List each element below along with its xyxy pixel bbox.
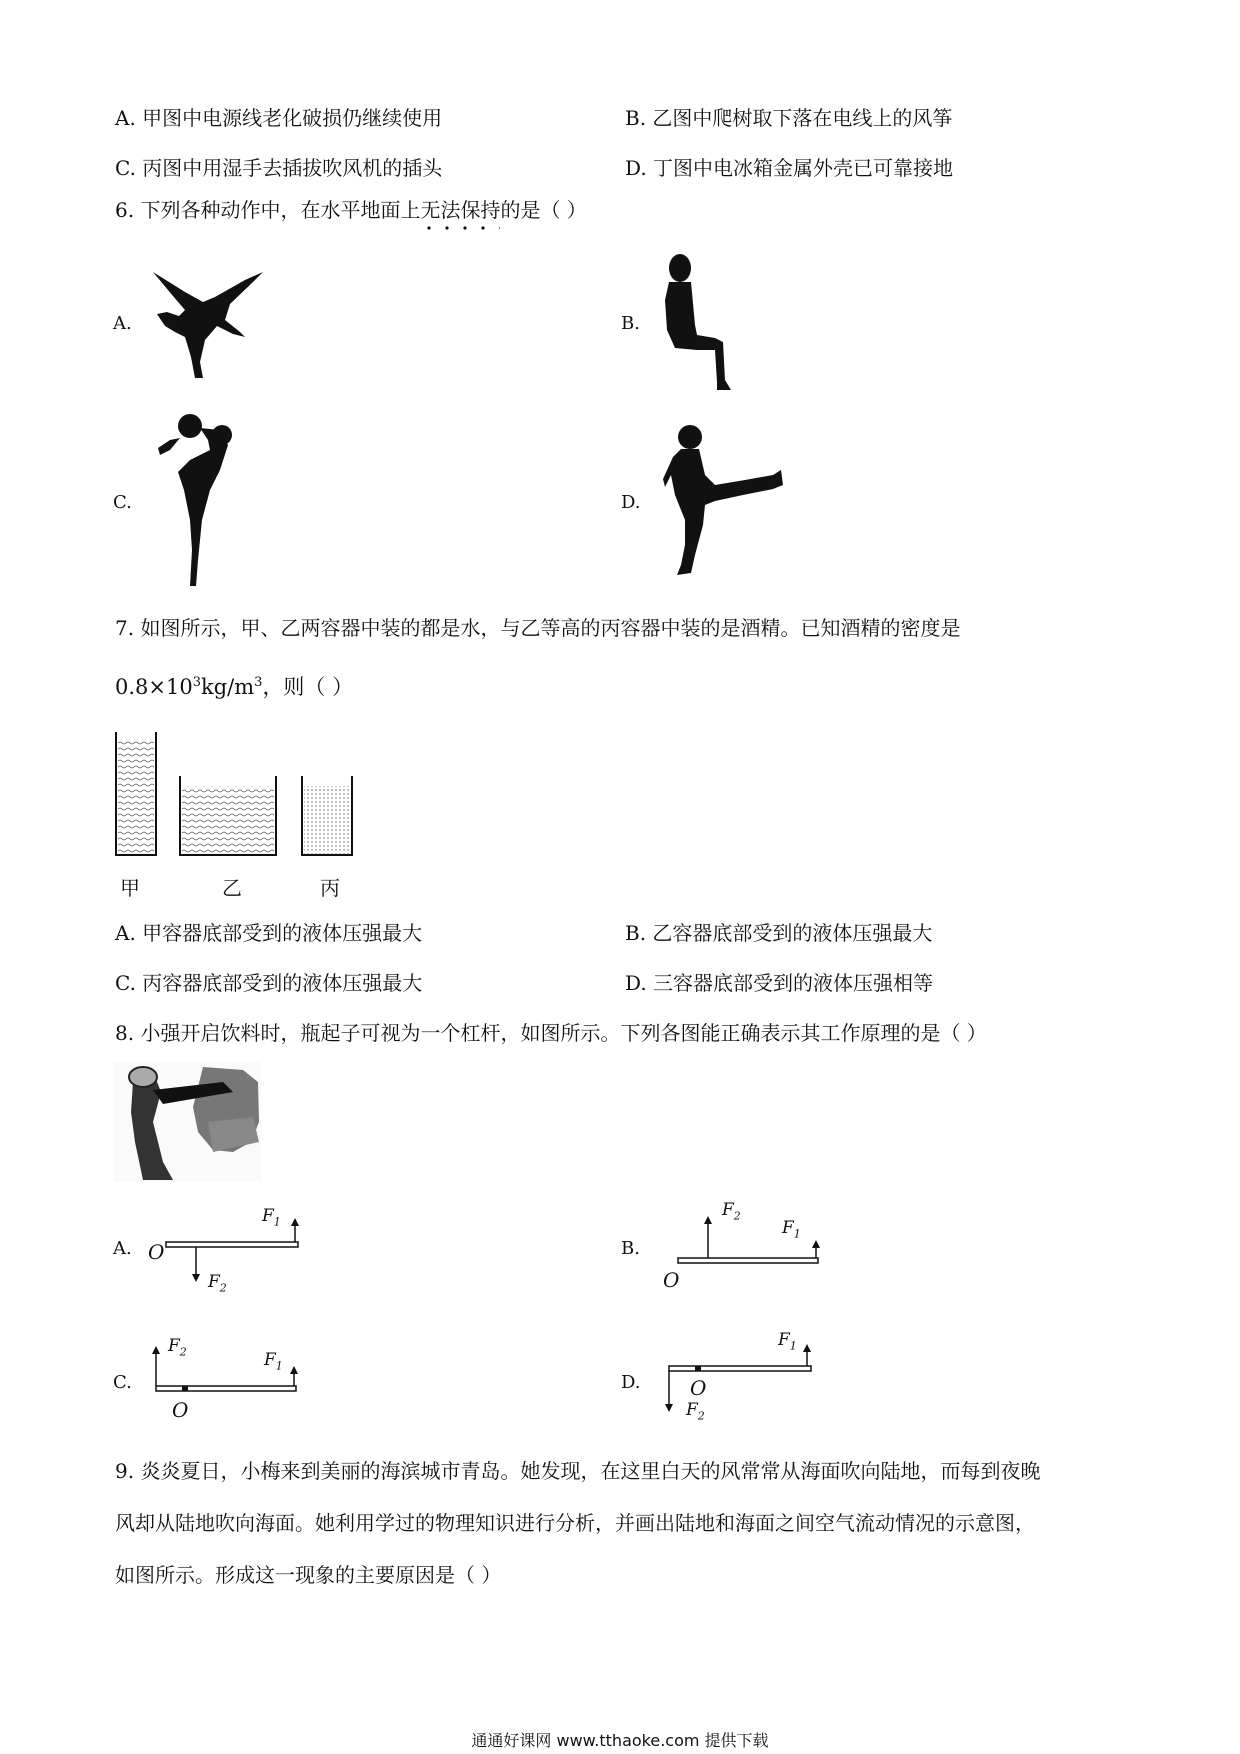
q7-stem-tail: ，则（ ） (262, 675, 354, 699)
q6-stem-pre: 6. 下列各种动作中，在水平地面上 (115, 198, 421, 222)
q8-a-label-f1: $F_1$ (262, 1206, 281, 1229)
q6-label-c: C. (113, 492, 132, 513)
q7-container-label-bing: 丙 (320, 876, 340, 900)
q8-label-d: D. (621, 1372, 641, 1393)
q5-option-a: A. 甲图中电源线老化破损仍继续使用 (115, 106, 443, 130)
q8-b-label-f1: $F_1$ (782, 1218, 801, 1241)
q8-d-label-o: O (690, 1376, 707, 1400)
q8-label-a: A. (113, 1238, 132, 1259)
q8-label-c: C. (113, 1372, 132, 1393)
q7-container-label-jia: 甲 (120, 876, 140, 900)
q6-figure-d-kick-pose (655, 415, 785, 580)
q7-density-unit: kg/m (201, 675, 255, 699)
q8-option-a-lever-diagram (140, 1200, 320, 1300)
q8-c-label-f2: $F_2$ (168, 1336, 187, 1359)
q5-option-c: C. 丙图中用湿手去插拔吹风机的插头 (115, 156, 443, 180)
q7-option-a: A. 甲容器底部受到的液体压强最大 (115, 921, 423, 945)
q7-option-b: B. 乙容器底部受到的液体压强最大 (625, 921, 933, 945)
q6-stem-emphasis: 无法保持 (420, 198, 500, 222)
q8-bottle-opener-photo (113, 1062, 261, 1182)
q6-label-d: D. (621, 492, 641, 513)
q6-stem-post: 的是（ ） (500, 198, 587, 222)
q9-stem-line2: 风却从陆地吹向海面。她利用学过的物理知识进行分析，并画出陆地和海面之间空气流动情况的示意图， (115, 1511, 1035, 1535)
q7-density-base: 0.8×10 (115, 675, 193, 699)
q8-c-label-o: O (172, 1398, 189, 1422)
q6-figure-b-wall-sit (655, 250, 735, 400)
q6-label-a: A. (113, 313, 132, 334)
page-footer: 通通好课网 www.tthaoke.com 提供下载 (471, 1731, 769, 1750)
q8-option-c-lever-diagram (140, 1330, 320, 1420)
q7-stem-line1: 7. 如图所示，甲、乙两容器中装的都是水，与乙等高的丙容器中装的是酒精。已知酒精的密度是 (115, 616, 961, 640)
q8-d-label-f1: $F_1$ (778, 1330, 797, 1353)
q6-stem (115, 195, 587, 225)
q7-option-c: C. 丙容器底部受到的液体压强最大 (115, 971, 423, 995)
q6-figure-c-yoga-pose (150, 410, 240, 590)
q9-stem-line3: 如图所示。形成这一现象的主要原因是（ ） (115, 1563, 502, 1587)
q8-label-b: B. (621, 1238, 640, 1259)
q7-containers-figure (110, 728, 370, 858)
q7-density-exp: 3 (192, 675, 201, 690)
q5-option-d: D. 丁图中电冰箱金属外壳已可靠接地 (625, 156, 954, 180)
q8-a-label-f2: $F_2$ (208, 1272, 227, 1295)
q8-stem: 8. 小强开启饮料时，瓶起子可视为一个杠杆，如图所示。下列各图能正确表示其工作原理的是（ ） (115, 1021, 987, 1045)
q8-a-label-o: O (148, 1240, 165, 1264)
q7-density-unit-exp: 3 (254, 675, 263, 690)
q7-stem-line2 (115, 668, 353, 702)
q8-b-label-o: O (663, 1268, 680, 1292)
q6-label-b: B. (621, 313, 640, 334)
q6-figure-a-cartwheel (145, 262, 265, 382)
q8-b-label-f2: $F_2$ (722, 1200, 741, 1223)
q8-c-label-f1: $F_1$ (264, 1350, 283, 1373)
q7-container-label-yi: 乙 (222, 876, 242, 900)
q7-option-d: D. 三容器底部受到的液体压强相等 (625, 971, 934, 995)
q5-option-b: B. 乙图中爬树取下落在电线上的风筝 (625, 106, 953, 130)
q9-stem-line1: 9. 炎炎夏日，小梅来到美丽的海滨城市青岛。她发现，在这里白天的风常常从海面吹向陆地，而每到夜晚 (115, 1459, 1041, 1483)
q8-option-d-lever-diagram (655, 1330, 835, 1430)
q8-option-b-lever-diagram (660, 1200, 840, 1280)
q8-d-label-f2: $F_2$ (686, 1400, 705, 1423)
